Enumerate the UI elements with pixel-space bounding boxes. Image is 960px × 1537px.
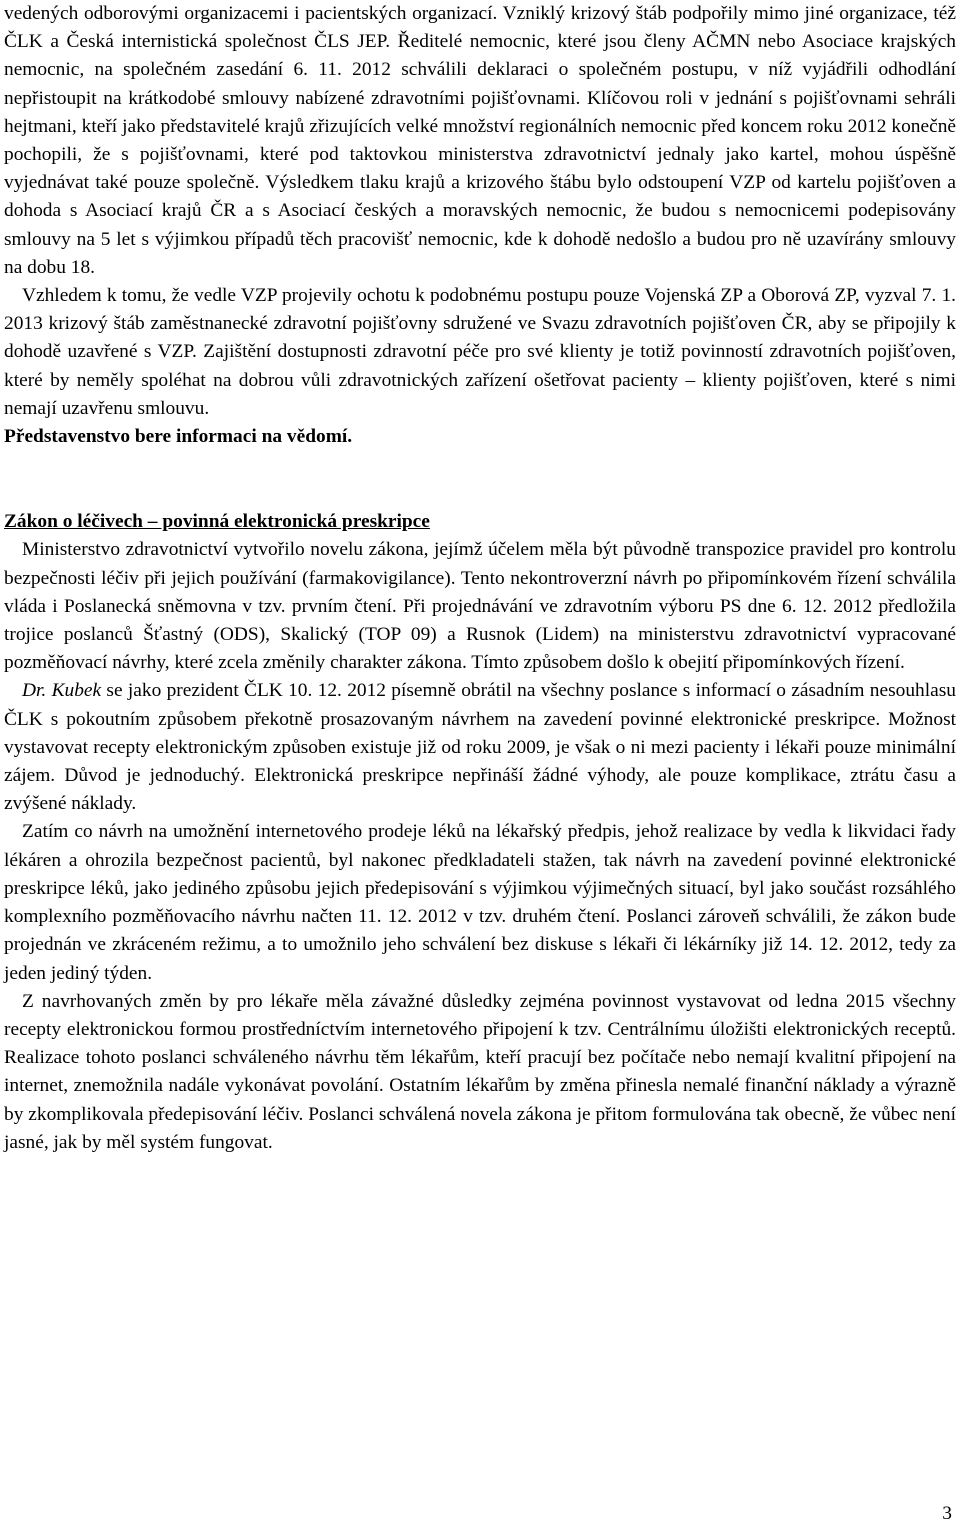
- paragraph-president-letter: [4, 677, 956, 818]
- president-name: Kubek: [51, 680, 102, 702]
- page-number: 3: [942, 1503, 952, 1524]
- paragraph-eprescription-vote: Zatím co návrh na umožnění internetového prodeje léků na lékařský předpis, jehož realizace by vedla k likvidaci řady lékáren a ohrozila bezpečnost pacientů, byl nakonec předkladateli stažen, tak návrh na zavedení povinné elektronické preskripce léků, jako jediného způsobu jejich předepisování s výjimkou výjimečných situací, byl jako součást rozsáhlého komplexního pozměňovacího návrhu načten 11. 12. 2012 v tzv. druhém čtení. Poslanci zároveň schválili, že zákon bude projednán ve zkráceném režimu, a to umožnilo jeho schválení bez diskuse s lékaři či lékárníky již 14. 12. 2012, tedy za jeden jediný týden.: [4, 821, 956, 984]
- paragraph-consequences: Z navrhovaných změn by pro lékaře měla závažné důsledky zejména povinnost vystavovat od ledna 2015 všechny recepty elektronickou formou prostředníctvím internetového připojení k tzv. Centrálnímu úložišti elektronických receptů. Realizace tohoto poslanci schváleného návrhu těm lékařům, kteří pracují bez počítače nebo nemají kvalitní připojení na internet, znemožnila nadále vykonávat povolání. Ostatním lékařům by změna přinesla nemalé finanční náklady a výrazně by zkomplikovala předepisování léčiv. Poslanci schválená novela zákona je přitom formulována tak obecně, že vůbec není jasné, jak by měl systém fungovat.: [4, 990, 956, 1153]
- section-gap: [4, 451, 956, 508]
- paragraph-president-letter-text: se jako prezident ČLK 10. 12. 2012 písemně obrátil na všechny poslance s informací o zásadním nesouhlasu ČLK s pokoutním způsobem překotně prosazovaným návrhem na zavedení povinné elektronické preskripce. Možnost vystavovat recepty elektronickým způsoben existuje již od roku 2009, je však o ni mezi pacienty i lékaři pouze minimální zájem. Důvod je jednoduchý. Elektronická preskripce nepřináší žádné výhody, ale pouze komplikace, ztrátu času a zvýšené náklady.: [4, 680, 956, 815]
- paragraph-insurers-call: Vzhledem k tomu, že vedle VZP projevily ochotu k podobnému postupu pouze Vojenská ZP a Oborová ZP, vyzval 7. 1. 2013 krizový štáb zaměstnanecké zdravotní pojišťovny sdružené ve Svazu zdravotních pojišťoven ČR, aby se připojily k dohodě uzavřené s VZP. Zajištění dostupnosti zdravotní péče pro své klienty je totiž povinností zdravotních pojišťoven, které by neměly spoléhat na dobrou vůli zdravotnických zařízení ošetřovat pacienty – klienty pojišťoven, které s nimi nemají uzavřenu smlouvu.: [4, 285, 956, 419]
- president-title: Dr.: [22, 680, 47, 702]
- paragraph-crisis-staff: vedených odborovými organizacemi i pacientských organizací. Vzniklý krizový štáb podpořily mimo jiné organizace, též ČLK a Česká internistická společnost ČLS JEP. Ředitelé nemocnic, které jsou členy AČMN nebo Asociace krajských nemocnic, na společném zasedání 6. 11. 2012 schválili deklaraci o společném postupu, v níž vyjádřili odhodlání nepřistoupit na krátkodobé smlouvy nabízené zdravotními pojišťovnami. Klíčovou roli v jednání s pojišťovnami sehráli hejtmani, kteří jako představitelé krajů zřizujících velké množství regionálních nemocnic před koncem roku 2012 konečně pochopili, že s pojišťovnami, které pod taktovkou ministerstva zdravotnictví jednaly jako kartel, mohou úspěšně vyjednávat také pouze společně. Výsledkem tlaku krajů a krizového štábu bylo odstoupení VZP od kartelu pojišťoven a dohoda s Asociací krajů ČR a s Asociací českých a moravských nemocnic, že budou s nemocnicemi podepisovány smlouvy na 5 let s výjimkou případů těch pracovišť nemocnic, kde k dohodě nedošlo a budou pro ně uzavírány smlouvy na dobu 18.: [4, 3, 956, 278]
- paragraph-ministry-amendment: Ministerstvo zdravotnictví vytvořilo novelu zákona, jejímž účelem měla být původně transpozice pravidel pro kontrolu bezpečnosti léčiv při jejich používání (farmakovigilance). Tento nekontroverzní návrh po připomínkovém řízení schválila vláda i Poslanecká sněmovna v tzv. prvním čtení. Při projednávání ve zdravotním výboru PS dne 6. 12. 2012 předložila trojice poslanců Šťastný (ODS), Skalický (TOP 09) a Rusnok (Lidem) na ministerstvu zdravotnictví vypracované pozměňovací návrhy, které zcela změnily charakter zákona. Tímto způsobem došlo k obejití připomínkových řízení.: [4, 539, 956, 674]
- section-heading: Zákon o léčivech – povinná elektronická preskripce: [4, 511, 430, 533]
- board-resolution: Představenstvo bere informaci na vědomí.: [4, 426, 353, 448]
- document-page: [4, 0, 956, 1157]
